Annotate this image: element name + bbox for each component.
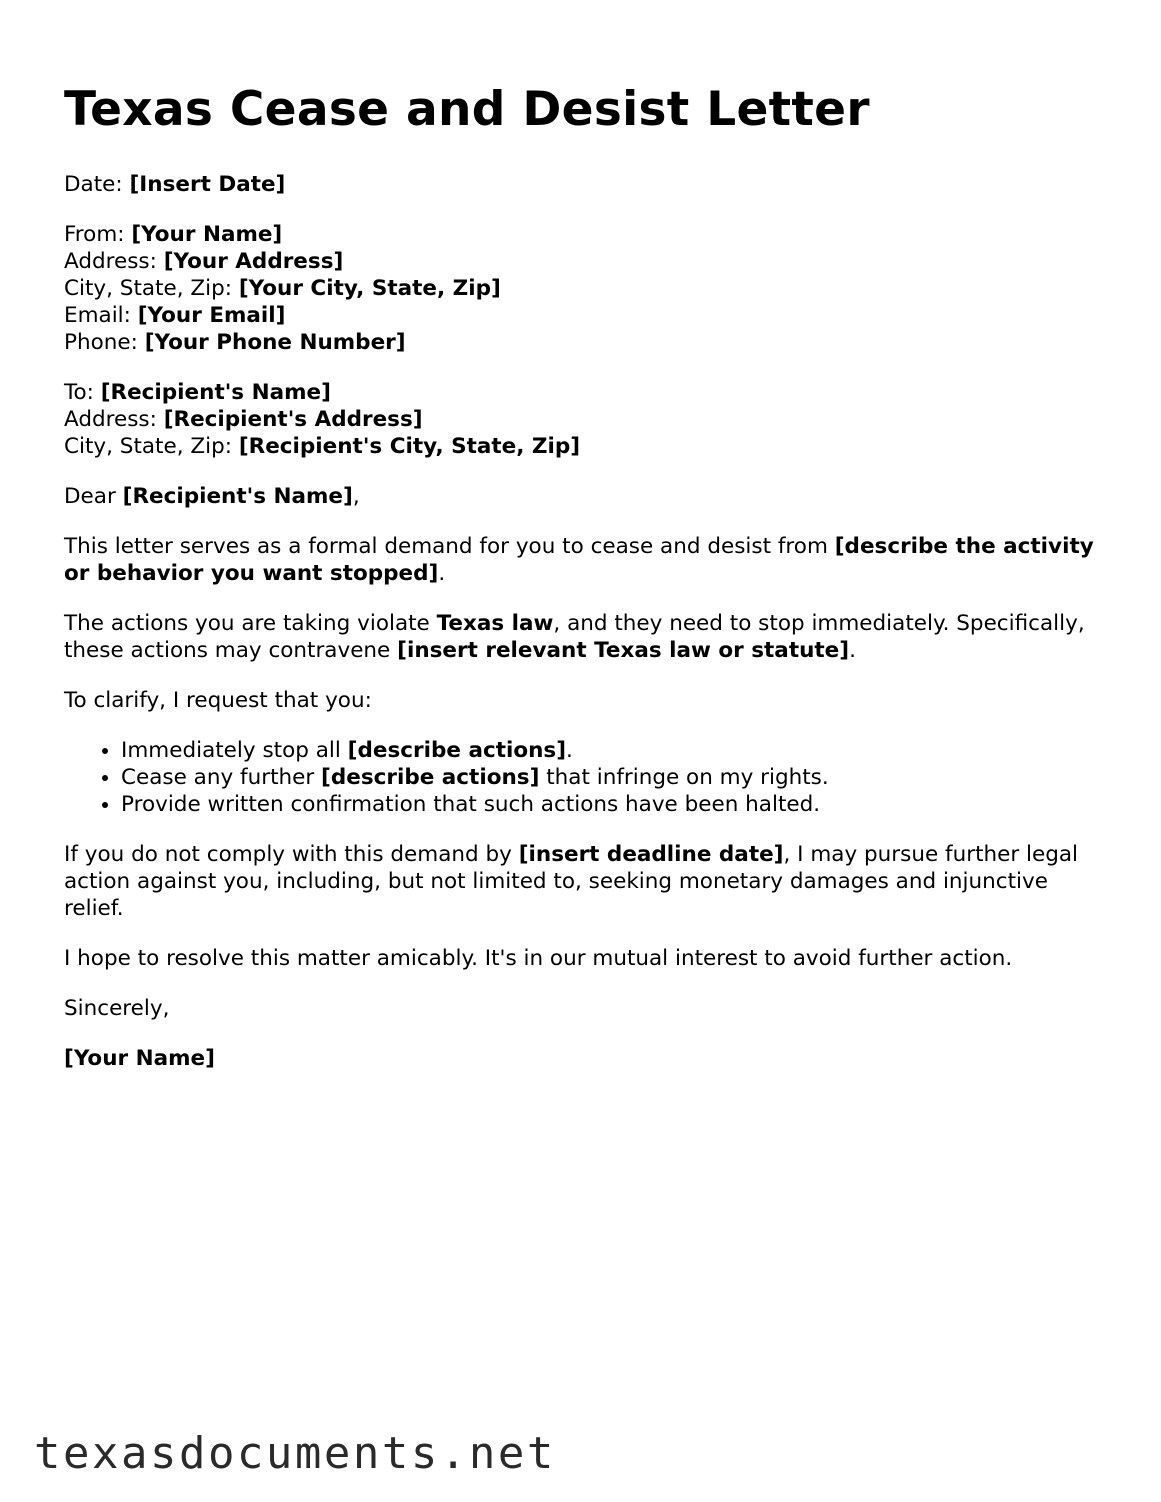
resolve-paragraph: I hope to resolve this matter amicably. It's in our mutual interest to avoid further action.	[64, 946, 1013, 971]
request-text: Provide written confirmation that such actions have been halted.	[121, 792, 821, 817]
recipient-city-line	[64, 433, 1104, 460]
deadline-paragraph	[64, 841, 1104, 922]
sender-address-label: Address:	[64, 249, 164, 274]
request-text-end: .	[566, 738, 573, 763]
deadline-date-placeholder: [insert deadline date]	[518, 842, 784, 867]
list-item	[121, 737, 1104, 764]
recipient-address-label: Address:	[64, 407, 164, 432]
recipient-city-value: [Recipient's City, State, Zip]	[238, 434, 581, 459]
demand-text-end: .	[438, 561, 446, 586]
request-placeholder: [describe actions]	[321, 765, 540, 790]
sender-from-label: From:	[64, 222, 132, 247]
watermark-footer: texasdocuments.net	[34, 1428, 556, 1479]
violation-statute-placeholder: [insert relevant Texas law or statute]	[397, 638, 850, 663]
sender-from-value: [Your Name]	[131, 222, 283, 247]
clarify-paragraph: To clarify, I request that you:	[64, 688, 372, 713]
closing: Sincerely,	[64, 996, 170, 1021]
violation-text-end: .	[849, 638, 856, 663]
demand-paragraph	[64, 533, 1104, 587]
date-value: [Insert Date]	[129, 172, 286, 197]
recipient-to-line	[64, 379, 1104, 406]
salutation-name: [Recipient's Name]	[122, 484, 353, 509]
request-text: Cease any further	[121, 765, 322, 790]
date-label: Date:	[64, 172, 130, 197]
recipient-to-value: [Recipient's Name]	[100, 380, 331, 405]
salutation-prefix: Dear	[64, 484, 123, 509]
violation-text: The actions you are taking violate	[64, 611, 437, 636]
deadline-text: If you do not comply with this demand by	[64, 842, 519, 867]
sender-phone-line	[64, 329, 1104, 356]
recipient-block	[64, 379, 1104, 460]
violation-text-middle: , and they need to stop immediately. Specifically, these actions may contravene	[64, 611, 1085, 663]
letter-title: Texas Cease and Desist Letter	[64, 82, 870, 137]
sender-city-value: [Your City, State, Zip]	[238, 276, 501, 301]
sender-city-label: City, State, Zip:	[64, 276, 239, 301]
sender-phone-label: Phone:	[64, 330, 145, 355]
sender-address-line	[64, 248, 1104, 275]
recipient-to-label: To:	[64, 380, 101, 405]
sender-block	[64, 221, 1104, 356]
recipient-address-line	[64, 406, 1104, 433]
recipient-address-value: [Recipient's Address]	[163, 407, 423, 432]
sender-address-value: [Your Address]	[163, 249, 344, 274]
signature-placeholder: [Your Name]	[64, 1046, 215, 1071]
list-item	[121, 764, 1104, 791]
demand-activity-placeholder: [describe the activity or behavior you want stopped]	[64, 534, 1094, 586]
salutation	[64, 483, 1104, 510]
salutation-suffix: ,	[352, 484, 360, 509]
deadline-text-end: , I may pursue further legal action against you, including, but not limited to, seeking monetary damages and injunctive relief.	[64, 842, 1079, 921]
sender-city-line	[64, 275, 1104, 302]
request-text-end: that infringe on my rights.	[539, 765, 829, 790]
letter-page	[64, 82, 1104, 1095]
request-placeholder: [describe actions]	[347, 738, 567, 763]
violation-paragraph	[64, 610, 1104, 664]
sender-from-line	[64, 221, 1104, 248]
violation-law: Texas law	[436, 611, 554, 636]
sender-phone-value: [Your Phone Number]	[144, 330, 406, 355]
signature-name	[64, 1045, 1104, 1072]
request-text: Immediately stop all	[121, 738, 348, 763]
recipient-city-label: City, State, Zip:	[64, 434, 239, 459]
demand-text: This letter serves as a formal demand for you to cease and desist from	[64, 534, 835, 559]
sender-email-label: Email:	[64, 303, 138, 328]
sender-email-line	[64, 302, 1104, 329]
sender-email-value: [Your Email]	[137, 303, 286, 328]
request-list	[64, 737, 1104, 818]
date-line	[64, 171, 1104, 198]
list-item	[121, 791, 1104, 818]
